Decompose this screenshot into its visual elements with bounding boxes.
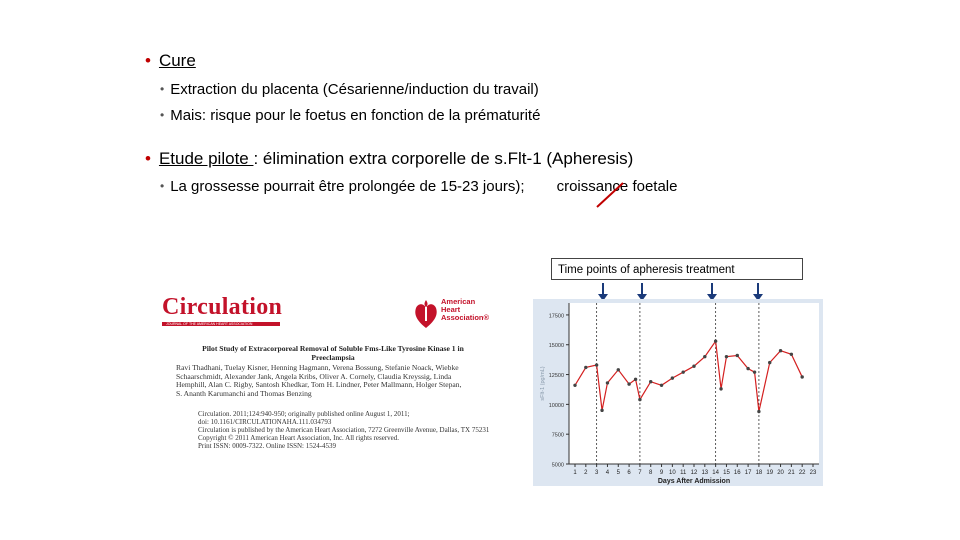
bullet-text-part1: La grossesse pourrait être prolongée de 15-23 jours); xyxy=(170,178,525,195)
data-point xyxy=(606,381,609,384)
sflt1-chart xyxy=(533,299,823,486)
bullet-dot: • xyxy=(160,179,165,193)
heart-torch-icon xyxy=(413,296,439,330)
x-axis-label: Days After Admission xyxy=(657,478,731,485)
cite-line: Print ISSN: 0009-7322. Online ISSN: 1524-4539 xyxy=(198,442,337,450)
x-tick-label: 18 xyxy=(755,470,763,476)
y-tick-label: 5000 xyxy=(551,462,564,469)
data-point xyxy=(714,339,717,342)
author-line: Ravi Thadhani, Tuelay Kisner, Henning Hagmann, Verena Bossung, Stefanie Noack, Wiebke xyxy=(176,363,459,372)
annotation-box: Time points of apheresis treatment xyxy=(551,258,803,280)
data-point xyxy=(768,361,771,364)
x-tick-label: 11 xyxy=(680,470,687,476)
author-line: S. Ananth Karumanchi and Thomas Benzing xyxy=(176,388,312,398)
x-tick-label: 2 xyxy=(584,470,588,476)
aha-logo xyxy=(413,296,503,336)
bullet-cure-sub-2 xyxy=(160,107,540,125)
data-point xyxy=(627,382,630,385)
x-tick-label: 8 xyxy=(649,470,653,476)
bullet-cure-label: Cure xyxy=(158,51,196,70)
x-tick-label: 19 xyxy=(766,470,774,476)
data-point xyxy=(800,375,803,378)
x-tick-label: 9 xyxy=(659,470,664,476)
x-tick-label: 4 xyxy=(605,470,610,476)
aha-line: Association® xyxy=(441,313,490,322)
bullet-etude xyxy=(145,149,633,169)
data-point xyxy=(746,367,749,370)
paper-authors xyxy=(176,364,496,398)
cite-line: doi: 10.1161/CIRCULATIONAHA.111.034793 xyxy=(198,418,332,426)
bullet-etude-underlined: Etude pilote xyxy=(158,149,254,168)
x-tick-label: 1 xyxy=(573,470,577,476)
y-axis-label: sFlt-1 (pg/mL) xyxy=(540,366,546,401)
data-point xyxy=(671,376,674,379)
cite-line: Copyright © 2011 American Heart Association, Inc. All rights reserved. xyxy=(198,434,400,442)
author-line: Schaarschmidt, Alexander Jank, Angela Kribs, Oliver A. Cornely, Claudia Kreyssig, Linda xyxy=(176,371,452,381)
data-point xyxy=(638,398,641,401)
cite-line: Circulation. 2011;124:940-950; originally published online August 1, 2011; xyxy=(198,410,410,418)
x-tick-label: 13 xyxy=(701,470,709,476)
author-line: Hemphill, Alan C. Rigby, Santosh Khedkar, Tom H. Lindner, Peter Mallmann, Holger Stepan, xyxy=(176,380,462,390)
y-tick-label: 17500 xyxy=(548,313,564,320)
bullet-etude-rest: : élimination extra corporelle de s.Flt-1 (Apheresis) xyxy=(253,149,634,168)
data-point xyxy=(595,363,598,366)
aha-line: Heart xyxy=(441,305,461,314)
data-point xyxy=(573,384,576,387)
data-point xyxy=(719,387,722,390)
x-tick-label: 22 xyxy=(798,470,806,476)
x-tick-label: 12 xyxy=(690,470,698,476)
x-tick-label: 16 xyxy=(733,470,741,476)
paper-citation xyxy=(158,290,498,450)
x-tick-label: 15 xyxy=(723,470,730,476)
bullet-text-part2: croissance foetale xyxy=(556,178,678,195)
x-tick-label: 6 xyxy=(627,470,631,476)
bullet-dot: • xyxy=(160,82,165,96)
data-point xyxy=(584,366,587,369)
paper-title-line: Pilot Study of Extracorporeal Removal of Soluble Fms-Like Tyrosine Kinase 1 in xyxy=(202,344,464,353)
y-tick-label: 12500 xyxy=(548,373,564,380)
data-point xyxy=(725,355,728,358)
x-tick-label: 14 xyxy=(712,470,719,476)
x-tick-label: 21 xyxy=(788,470,795,476)
bullet-cure-sub-1 xyxy=(160,81,539,99)
paper-title xyxy=(178,344,488,362)
x-tick-label: 3 xyxy=(594,470,599,476)
bullet-dot: • xyxy=(145,51,151,70)
bullet-dot: • xyxy=(145,149,151,168)
x-tick-label: 5 xyxy=(616,470,620,476)
aha-wordmark xyxy=(441,298,489,322)
journal-logo: Circulation xyxy=(162,294,283,320)
data-point xyxy=(681,370,684,373)
data-point xyxy=(600,409,603,412)
increase-arrow-icon xyxy=(593,180,627,210)
data-point xyxy=(703,355,706,358)
data-point xyxy=(660,384,663,387)
data-point xyxy=(692,365,695,368)
data-point xyxy=(790,353,793,356)
bullet-text: Extraction du placenta (Césarienne/induction du travail) xyxy=(170,81,539,98)
journal-subtitle: JOURNAL OF THE AMERICAN HEART ASSOCIATION xyxy=(166,322,253,326)
data-point xyxy=(634,378,637,381)
data-point xyxy=(753,370,756,373)
data-point xyxy=(617,368,620,371)
paper-title-line: Preeclampsia xyxy=(311,353,355,362)
data-point xyxy=(649,380,652,383)
aha-line: American xyxy=(441,297,476,306)
bullet-text: Mais: risque pour le foetus en fonction de la prématurité xyxy=(170,107,541,124)
bullet-cure xyxy=(145,51,196,71)
cite-line: Circulation is published by the American Heart Association, 7272 Greenville Avenue, Dallas, TX 75231 xyxy=(198,426,490,434)
paper-citation-info xyxy=(198,410,498,450)
y-tick-label: 15000 xyxy=(548,343,564,350)
data-point xyxy=(736,354,739,357)
x-tick-label: 7 xyxy=(638,470,642,476)
x-tick-label: 20 xyxy=(777,470,784,476)
y-tick-label: 10000 xyxy=(548,402,564,409)
y-tick-label: 7500 xyxy=(551,432,564,439)
data-point xyxy=(779,349,782,352)
data-point xyxy=(757,410,760,413)
x-tick-label: 17 xyxy=(744,470,752,476)
bullet-dot: • xyxy=(160,108,165,122)
x-tick-label: 23 xyxy=(809,470,817,476)
chart-svg xyxy=(533,299,823,486)
x-tick-label: 10 xyxy=(669,470,676,476)
